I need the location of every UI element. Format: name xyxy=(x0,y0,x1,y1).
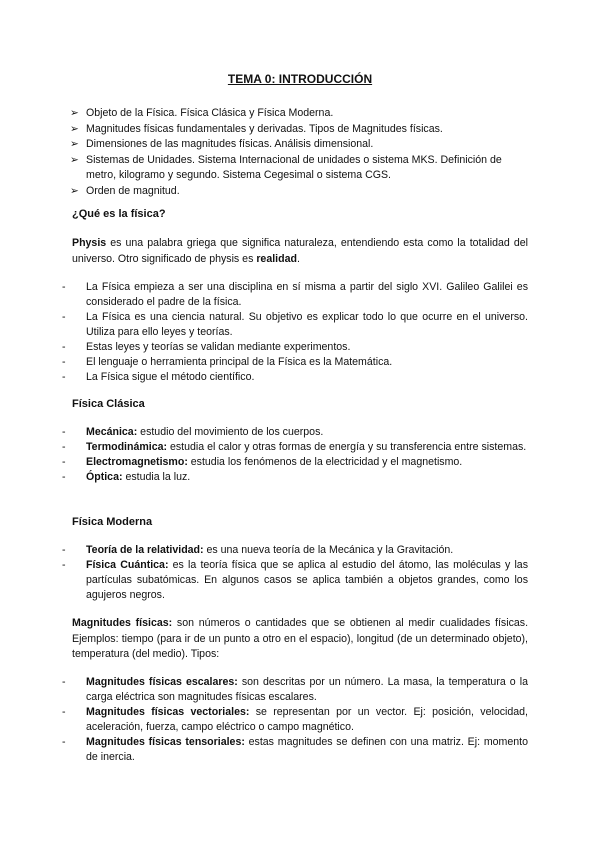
list-item: - Teoría de la relatividad: es una nueva teoría de la Mecánica y la Gravitación. xyxy=(62,544,454,556)
page-title: TEMA 0: INTRODUCCIÓN xyxy=(227,72,373,86)
dash-bullet: - xyxy=(62,456,66,468)
list-item: ➢ Magnitudes físicas fundamentales y derivadas. Tipos de Magnitudes físicas. xyxy=(70,122,530,138)
arrow-bullet-icon: ➢ xyxy=(70,153,79,166)
list-item: - Estas leyes y teorías se validan mediante experimentos. xyxy=(62,341,351,353)
dash-bullet: - xyxy=(62,706,66,718)
arrow-bullet-icon: ➢ xyxy=(70,107,79,119)
list-item: - Mecánica: estudio del movimiento de los cuerpos. xyxy=(62,426,324,438)
list-item: - Termodinámica: estudia el calor y otras formas de energía y su transferencia entre sistemas. xyxy=(62,441,527,453)
arrow-bullet-icon: ➢ xyxy=(70,138,79,150)
dash-bullet: - xyxy=(62,471,66,483)
physis-paragraph: Physis es una palabra griega que significa naturaleza, entendiendo esta como la totalidad del universo. Otro significado de physis es realidad. xyxy=(72,237,528,265)
dash-bullet: - xyxy=(62,441,66,453)
list-item: ➢ Objeto de la Física. Física Clásica y Física Moderna. xyxy=(70,106,530,122)
moderna-list xyxy=(62,543,528,603)
dash-bullet: - xyxy=(62,356,66,368)
list-item: ➢ Orden de magnitud. xyxy=(70,184,530,200)
list-item: - La Física sigue el método científico. xyxy=(62,371,255,383)
list-item: ➢ Dimensiones de las magnitudes físicas. Análisis dimensional. xyxy=(70,137,530,153)
clasica-list xyxy=(62,425,528,485)
dash-bullet: - xyxy=(62,371,66,383)
arrow-bullet-icon: ➢ xyxy=(70,122,79,135)
dash-bullet: - xyxy=(62,281,66,293)
list-item: - La Física empieza a ser una disciplina en sí misma a partir del siglo XVI. Galileo Galilei es considerado el padre de la física. xyxy=(62,281,528,308)
arrow-bullet-icon: ➢ xyxy=(70,184,79,197)
dash-bullet: - xyxy=(62,736,66,748)
list-item: ➢ Sistemas de Unidades. Sistema Internacional de unidades o sistema MKS. Definición de metro, kilogramo y segundo. Sistema Cegesimal o sistema CGS. xyxy=(70,153,502,181)
que-es-list xyxy=(62,280,528,385)
dash-bullet: - xyxy=(62,544,66,556)
magnitudes-list xyxy=(62,675,528,765)
dash-bullet: - xyxy=(62,311,66,323)
list-item: - Física Cuántica: es la teoría física que se aplica al estudio del átomo, las moléculas y las partículas subatómicas. En algunos casos se aplica también a objetos grandes, como los agujeros negros. xyxy=(62,559,528,601)
dash-bullet: - xyxy=(62,426,66,438)
list-item: - Magnitudes físicas escalares: son descritas por un número. La masa, la temperatura o la carga eléctrica son magnitudes físicas escalares. xyxy=(62,676,529,703)
list-item: - La Física es una ciencia natural. Su objetivo es explicar todo lo que ocurre en el universo. Utiliza para ello leyes y teorías. xyxy=(62,311,528,338)
section-heading-moderna: Física Moderna xyxy=(72,516,153,528)
magnitudes-paragraph: Magnitudes físicas: son números o cantidades que se obtienen al medir cualidades físicas. Ejemplos: tiempo (para ir de un punto a otro en el espacio), longitud (de un determinado objeto), temperatura (del medio). Tipos: xyxy=(72,617,529,660)
list-item: - Magnitudes físicas tensoriales: estas magnitudes se definen con una matriz. Ej: momento de inercia. xyxy=(62,736,528,763)
section-heading-que-es: ¿Qué es la física? xyxy=(72,208,166,220)
topics-list xyxy=(70,106,530,199)
dash-bullet: - xyxy=(62,559,66,571)
section-heading-clasica: Física Clásica xyxy=(72,398,145,410)
list-item: - Magnitudes físicas vectoriales: se representan por un vector. Ej: posición, velocidad, aceleración, fuerza, campo eléctrico o campo magnético. xyxy=(62,706,528,733)
list-item: - Electromagnetismo: estudia los fenómenos de la electricidad y el magnetismo. xyxy=(62,456,463,468)
dash-bullet: - xyxy=(62,341,66,353)
list-item: - Óptica: estudia la luz. xyxy=(62,471,191,483)
list-item: - El lenguaje o herramienta principal de la Física es la Matemática. xyxy=(62,356,393,368)
dash-bullet: - xyxy=(62,676,66,688)
